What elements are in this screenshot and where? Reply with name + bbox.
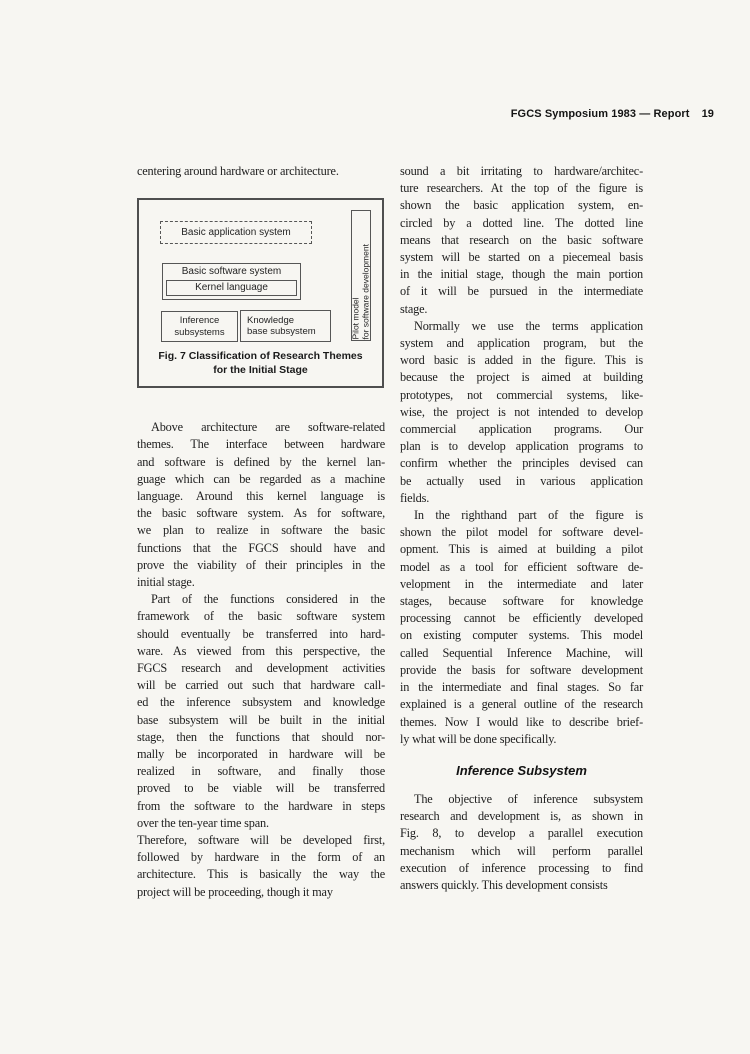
figure-box-knowledge-label-line2: base subsystem — [247, 326, 316, 338]
text-line: wise, the project is not intended to develop — [400, 404, 643, 419]
pilot-label-line2: for software development — [360, 243, 370, 340]
text-line: commercial application programs. Our — [400, 422, 643, 437]
text-line: ture researchers. At the top of the figure is — [400, 181, 643, 196]
text-line: processing cannot be efficiently developed — [400, 611, 643, 626]
text-line: and software is defined by the kernel lan- — [137, 454, 385, 469]
paragraph — [400, 163, 643, 318]
figure-box-kernel-language — [166, 280, 297, 296]
text-line: In the righthand part of the figure is — [414, 508, 643, 523]
text-line: prove the viability of their principles in the — [137, 557, 385, 572]
figure-box-basic-application-label: Basic application system — [181, 227, 291, 239]
paragraph — [137, 591, 385, 832]
text-line: Normally we use the terms application — [414, 318, 643, 333]
text-line: research and development is, as shown in — [400, 809, 643, 824]
left-column — [137, 163, 385, 901]
text-line: execution of inference processing to find — [400, 860, 643, 875]
figure-box-basic-software-label: Basic software system — [181, 266, 282, 278]
text-line: will be carried out such that hardware call- — [137, 678, 385, 693]
text-line: followed by hardware in the form of an — [137, 850, 385, 865]
figure-box-pilot-model-label — [351, 212, 370, 339]
text-line: stage. — [400, 301, 428, 316]
text-line: model as a tool for efficient software de- — [400, 559, 643, 574]
figure-box-basic-software-system — [162, 263, 301, 300]
figure-caption — [139, 350, 382, 377]
figure-box-inference-subsystems — [161, 311, 238, 342]
figure-box-kernel-language-label: Kernel language — [195, 282, 268, 294]
text-line: themes. Now I would like to describe brief- — [400, 714, 643, 729]
text-line: ed the inference subsystem and knowledge — [137, 695, 385, 710]
figure-box-pilot-model — [351, 210, 371, 341]
left-column-body — [137, 419, 385, 901]
text-line: project will be proceeding, though it may — [137, 884, 333, 899]
figure-caption-line2: for the Initial Stage — [213, 363, 308, 376]
text-line: of it will be pursued in the intermediate — [400, 284, 643, 299]
text-line: Fig. 8, to develop a parallel execution — [400, 826, 643, 841]
text-line: realized in software, and finally those — [137, 764, 385, 779]
text-line: mally be incorporated in hardware will be — [137, 747, 385, 762]
text-line: means that research on the basic software — [400, 232, 643, 247]
text-line: from the software to the hardware in steps — [137, 798, 385, 813]
text-line: system will be started on a piecemeal basis — [400, 250, 643, 265]
paragraph — [400, 791, 643, 894]
text-line: answers quickly. This development consists — [400, 877, 608, 892]
paragraph — [137, 832, 385, 901]
paragraph — [137, 419, 385, 591]
text-line: sound a bit irritating to hardware/architec- — [400, 164, 643, 178]
text-line: system and application program, but the — [400, 336, 643, 351]
text-line: guage which can be regarded as a machine — [137, 471, 385, 486]
text-line: because the project is aimed at building — [400, 370, 643, 385]
text-line: in the initial stage, though the main portion — [400, 267, 643, 282]
text-line: Therefore, software will be developed first, — [137, 833, 385, 848]
text-line: velopment in the intermediate and later — [400, 576, 643, 591]
text-line: shown the pilot model for software devel- — [400, 525, 643, 540]
text-line: architecture. This is basically the way the — [137, 867, 385, 882]
text-line: ware. As viewed from this perspective, the — [137, 643, 385, 658]
figure-box-inference-label-line1: Inference — [179, 315, 220, 327]
running-header — [0, 108, 714, 120]
figure-caption-line1: Fig. 7 Classification of Research Themes — [158, 350, 363, 363]
text-line: provide the basis for software development — [400, 662, 643, 677]
text-line: opment. This is aimed at building a pilot — [400, 542, 643, 557]
text-line: prototypes, not commercial systems, like- — [400, 387, 643, 402]
text-line: ly what will be done specifically. — [400, 731, 557, 746]
text-line: be actually used in various application — [400, 473, 643, 488]
figure-box-knowledge-label-line1: Knowledge — [247, 314, 295, 326]
figure-box-knowledge-base-subsystem — [240, 310, 331, 342]
text-line: initial stage. — [137, 575, 195, 590]
text-line: language. Around this kernel language is — [137, 489, 385, 504]
right-column — [400, 163, 643, 894]
figure-box-basic-application-system — [160, 221, 312, 244]
text-line: shown the basic application system, en- — [400, 198, 643, 213]
page-number: 19 — [701, 108, 714, 120]
paragraph — [400, 318, 643, 507]
text-line: functions that the FGCS should have and — [137, 540, 385, 555]
paragraph — [400, 507, 643, 748]
text-line: in the intermediate and final stages. So far — [400, 680, 643, 695]
text-line: should eventually be transferred into hard- — [137, 626, 385, 641]
section-heading-inference-subsystem: Inference Subsystem — [456, 762, 587, 778]
text-line: The objective of inference subsystem — [414, 791, 643, 806]
text-line: explained is a general outline of the research — [400, 697, 643, 712]
text-line: on existing computer systems. This model — [400, 628, 643, 643]
running-header-title: FGCS Symposium 1983 — Report — [510, 108, 690, 120]
text-line: the basic software system. As for software, — [137, 506, 385, 521]
text-line: proved to be viable will be transferred — [137, 781, 385, 796]
figure-box-inference-label-line2: subsystems — [174, 326, 225, 338]
text-line: plan is to develop application programs to — [400, 439, 643, 454]
text-line: themes. The interface between hardware — [137, 437, 385, 452]
text-line: we plan to realize in software the basic — [137, 523, 385, 538]
figure-7 — [137, 198, 384, 388]
paragraph — [137, 163, 385, 180]
text-line: FGCS research and development activities — [137, 661, 385, 676]
text-line: word basic is added in the figure. This is — [400, 353, 643, 368]
pilot-label-line1: Pilot model — [350, 297, 361, 340]
text-line: Above architecture are software-related — [151, 420, 385, 435]
text-line: centering around hardware or architecture. — [137, 164, 339, 178]
left-column-continuation — [137, 163, 385, 180]
right-column-body-bottom — [400, 791, 643, 894]
text-line: circled by a dotted line. The dotted line — [400, 215, 643, 230]
text-line: framework of the basic software system — [137, 609, 385, 624]
text-line: stage, then the functions that should nor- — [137, 729, 385, 744]
text-line: mechanism which will perform parallel — [400, 843, 643, 858]
text-line: fields. — [400, 490, 430, 505]
right-column-body-top — [400, 163, 643, 748]
text-line: over the ten-year time span. — [137, 815, 269, 830]
text-line: base subsystem will be built in the initial — [137, 712, 385, 727]
text-line: called Sequential Inference Machine, will — [400, 645, 643, 660]
text-line: Part of the functions considered in the — [151, 592, 385, 607]
text-line: stages, because software for knowledge — [400, 594, 643, 609]
text-line: confirm whether the principles devised can — [400, 456, 643, 471]
